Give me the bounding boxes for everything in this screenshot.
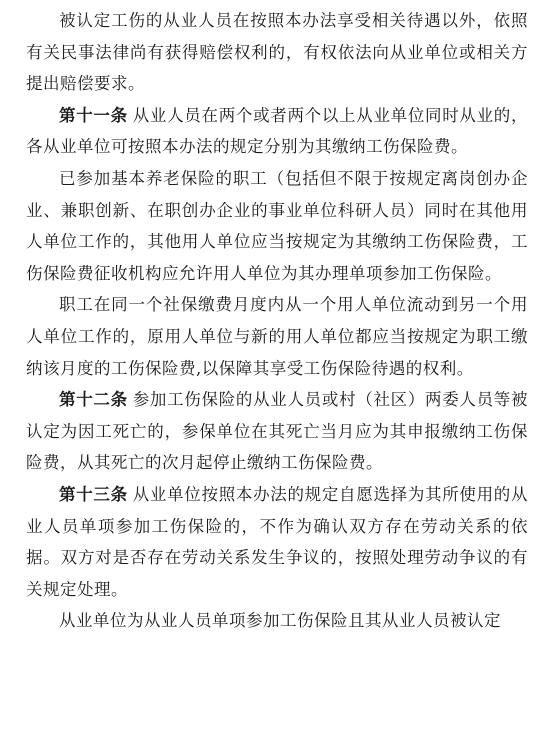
- paragraph-article-12: [26, 384, 528, 479]
- paragraph-text: 被认定工伤的从业人员在按照本办法享受相关待遇以外，依照有关民事法律尚有获得赔偿权利的，有权依法向从业单位或相关方提出赔偿要求。: [26, 11, 528, 94]
- paragraph-text: 从业人员在两个或者两个以上从业单位同时从业的，各从业单位可按照本办法的规定分别为其缴纳工伤保险费。: [26, 105, 529, 157]
- paragraph-article-13: [26, 479, 528, 605]
- paragraph-text: 从业单位按照本办法的规定自愿选择为其所使用的从业人员单项参加工伤保险的，不作为确认双方存在劳动关系的依据。双方对是否存在劳动关系发生争议的，按照处理劳动争议的有关规定处理。: [26, 484, 529, 599]
- article-number: 第十二条: [59, 390, 128, 410]
- paragraph-text: 已参加基本养老保险的职工（包括但不限于按规定离岗创办企业、兼职创新、在职创办企业的事业单位科研人员）同时在其他用人单位工作的，其他用人单位应当按规定为其缴纳工伤保险费，工伤保险费征收机构应允许用人单位为其办理单项参加工伤保险。: [26, 168, 528, 283]
- paragraph-article-11: [26, 100, 528, 163]
- article-number: 第十一条: [59, 105, 128, 125]
- paragraph-pension-insured-staff: [26, 163, 528, 289]
- paragraph-employer-transfer: [26, 289, 528, 384]
- paragraph-single-item-insurance: [26, 605, 528, 637]
- paragraph-text: 职工在同一个社保缴费月度内从一个用人单位流动到另一个用人单位工作的，原用人单位与新的用人单位都应当按规定为职工缴纳该月度的工伤保险费,以保障其享受工伤保险待遇的权利。: [26, 295, 528, 378]
- paragraph-compensation-rights: [26, 5, 528, 100]
- paragraph-text: 从业单位为从业人员单项参加工伤保险且其从业人员被认定: [59, 611, 501, 631]
- paragraph-text: 参加工伤保险的从业人员或村（社区）两委人员等被认定为因工死亡的，参保单位在其死亡当月应为其申报缴纳工伤保险费，从其死亡的次月起停止缴纳工伤保险费。: [26, 390, 529, 473]
- article-number: 第十三条: [59, 484, 128, 504]
